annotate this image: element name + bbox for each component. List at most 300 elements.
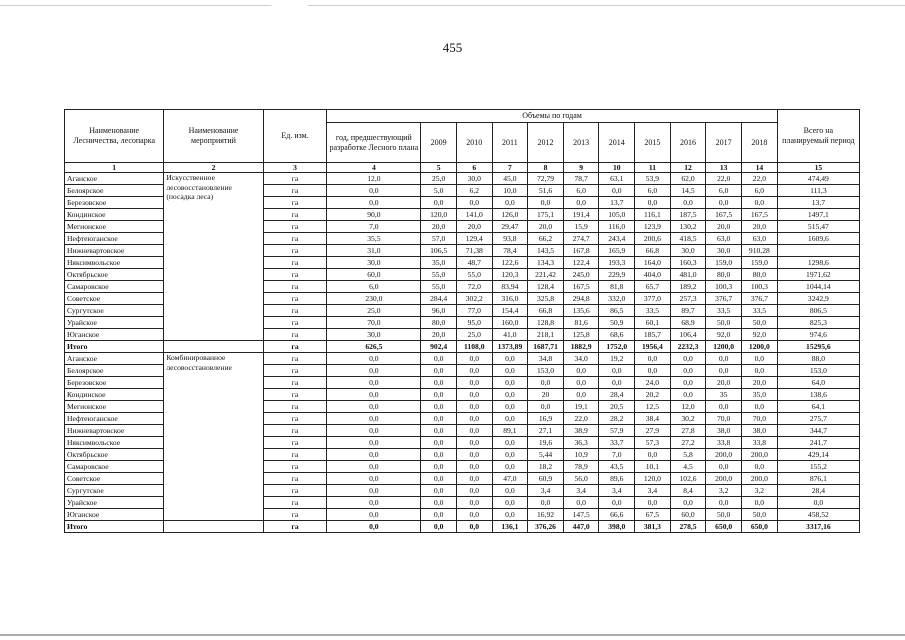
value-cell: 0,0 (421, 365, 457, 377)
value-cell: 48,7 (456, 257, 492, 269)
value-cell: 316,0 (492, 293, 528, 305)
forestry-name-cell: Юганское (65, 509, 164, 521)
total-row (65, 341, 860, 353)
value-cell: 15,9 (563, 221, 599, 233)
value-cell: 0,0 (421, 461, 457, 473)
header-year: 2010 (456, 123, 492, 163)
value-cell: 27,2 (670, 437, 706, 449)
forestry-name-cell: Октябрьское (65, 449, 164, 461)
value-cell: 78,7 (563, 173, 599, 185)
value-cell: 344,7 (777, 425, 859, 437)
value-cell: 0,0 (327, 377, 421, 389)
value-cell: 0,0 (670, 389, 706, 401)
value-cell: 0,0 (327, 509, 421, 521)
value-cell: 88,0 (777, 353, 859, 365)
forestry-name-cell: Сургутское (65, 485, 164, 497)
value-cell: 175,1 (528, 209, 564, 221)
value-cell: 160,0 (492, 317, 528, 329)
value-cell: 0,0 (528, 497, 564, 509)
value-cell: 376,7 (741, 293, 777, 305)
value-cell: 18,2 (528, 461, 564, 473)
value-cell: 0,0 (456, 485, 492, 497)
column-number: 6 (456, 163, 492, 173)
value-cell: 92,0 (706, 329, 742, 341)
value-cell: 0,0 (741, 401, 777, 413)
unit-cell: га (263, 233, 327, 245)
total-value-cell: 447,0 (563, 521, 599, 533)
value-cell: 34,8 (528, 353, 564, 365)
value-cell: 63,1 (599, 173, 635, 185)
total-value-cell: 1882,9 (563, 341, 599, 353)
unit-cell: га (263, 245, 327, 257)
value-cell: 0,0 (599, 365, 635, 377)
value-cell: 33,5 (635, 305, 671, 317)
value-cell: 81,8 (599, 281, 635, 293)
value-cell: 0,0 (528, 377, 564, 389)
forestry-name-cell: Березовское (65, 377, 164, 389)
value-cell: 0,0 (528, 197, 564, 209)
value-cell: 167,5 (741, 209, 777, 221)
value-cell: 20,5 (599, 401, 635, 413)
value-cell: 20,0 (528, 221, 564, 233)
value-cell: 35 (706, 389, 742, 401)
value-cell: 0,0 (635, 497, 671, 509)
total-row (65, 521, 860, 533)
unit-cell: га (263, 509, 327, 521)
value-cell: 25,0 (421, 173, 457, 185)
value-cell: 12,0 (670, 401, 706, 413)
unit-cell: га (263, 497, 327, 509)
value-cell: 20,0 (456, 221, 492, 233)
value-cell: 0,0 (635, 197, 671, 209)
value-cell: 66,8 (528, 305, 564, 317)
value-cell: 200,0 (706, 449, 742, 461)
value-cell: 50,0 (706, 509, 742, 521)
value-cell: 72,0 (456, 281, 492, 293)
value-cell: 0,0 (327, 449, 421, 461)
value-cell: 138,6 (777, 389, 859, 401)
value-cell: 429,14 (777, 449, 859, 461)
value-cell: 50,9 (599, 317, 635, 329)
value-cell: 404,0 (635, 269, 671, 281)
value-cell: 0,0 (327, 485, 421, 497)
value-cell: 294,8 (563, 293, 599, 305)
unit-cell: га (263, 197, 327, 209)
value-cell: 36,3 (563, 437, 599, 449)
value-cell: 141,0 (456, 209, 492, 221)
value-cell: 7,0 (599, 449, 635, 461)
value-cell: 27,8 (670, 425, 706, 437)
value-cell: 60,0 (670, 509, 706, 521)
value-cell: 165,9 (599, 245, 635, 257)
value-cell: 50,0 (741, 509, 777, 521)
unit-cell: га (263, 173, 327, 185)
value-cell: 68,9 (670, 317, 706, 329)
header-year: 2016 (670, 123, 706, 163)
unit-cell: га (263, 353, 327, 365)
value-cell: 31,0 (327, 245, 421, 257)
value-cell: 50,0 (741, 317, 777, 329)
forestry-name-cell: Кондинское (65, 209, 164, 221)
value-cell: 1298,6 (777, 257, 859, 269)
value-cell: 0,0 (456, 509, 492, 521)
value-cell: 274,7 (563, 233, 599, 245)
value-cell: 257,3 (670, 293, 706, 305)
header-year: 2013 (563, 123, 599, 163)
value-cell: 481,0 (670, 269, 706, 281)
value-cell: 80,0 (706, 269, 742, 281)
value-cell: 89,7 (670, 305, 706, 317)
unit-cell: га (263, 389, 327, 401)
value-cell: 0,0 (421, 509, 457, 521)
value-cell: 28,4 (777, 485, 859, 497)
value-cell: 0,0 (706, 353, 742, 365)
forestry-name-cell: Советское (65, 473, 164, 485)
total-value-cell: 381,3 (635, 521, 671, 533)
header-volumes-by-year: Объемы по годам (327, 110, 777, 123)
value-cell: 95,0 (456, 317, 492, 329)
reforestation-volumes-table (64, 109, 860, 533)
value-cell: 200,6 (635, 233, 671, 245)
value-cell: 20,0 (741, 221, 777, 233)
value-cell: 53,9 (635, 173, 671, 185)
value-cell: 57,0 (421, 233, 457, 245)
value-cell: 0,0 (421, 377, 457, 389)
value-cell: 24,0 (635, 377, 671, 389)
value-cell: 47,0 (492, 473, 528, 485)
column-number: 1 (65, 163, 164, 173)
value-cell: 0,0 (327, 353, 421, 365)
value-cell: 38,0 (741, 425, 777, 437)
value-cell: 167,5 (563, 281, 599, 293)
value-cell: 3,4 (563, 485, 599, 497)
value-cell: 70,0 (706, 413, 742, 425)
forestry-name-cell: Сургутское (65, 305, 164, 317)
total-value-cell: 1956,4 (635, 341, 671, 353)
unit-cell: га (263, 425, 327, 437)
value-cell: 66,2 (528, 233, 564, 245)
value-cell: 30,0 (670, 245, 706, 257)
value-cell: 33,8 (706, 437, 742, 449)
value-cell: 38,9 (563, 425, 599, 437)
total-value-cell: 376,26 (528, 521, 564, 533)
unit-cell: га (263, 341, 327, 353)
value-cell: 41,0 (492, 329, 528, 341)
value-cell: 78,9 (563, 461, 599, 473)
unit-cell: га (263, 209, 327, 221)
header-measure: Наименование мероприятий (164, 110, 263, 163)
total-measure-blank (164, 341, 263, 353)
value-cell: 0,0 (421, 401, 457, 413)
value-cell: 0,0 (492, 437, 528, 449)
value-cell: 70,0 (327, 317, 421, 329)
value-cell: 160,3 (670, 257, 706, 269)
value-cell: 0,0 (327, 473, 421, 485)
value-cell: 0,0 (327, 401, 421, 413)
total-label-cell: Итого (65, 521, 164, 533)
value-cell: 0,0 (492, 509, 528, 521)
value-cell: 474,49 (777, 173, 859, 185)
table-row (65, 173, 860, 185)
total-value-cell: 1373,89 (492, 341, 528, 353)
value-cell: 60,1 (635, 317, 671, 329)
value-cell: 19,2 (599, 353, 635, 365)
value-cell: 8,4 (670, 485, 706, 497)
unit-cell: га (263, 365, 327, 377)
value-cell: 0,0 (456, 497, 492, 509)
value-cell: 164,0 (635, 257, 671, 269)
empty-cell (777, 245, 859, 257)
forestry-name-cell: Няксимвольское (65, 257, 164, 269)
unit-cell: га (263, 221, 327, 233)
value-cell: 0,0 (327, 185, 421, 197)
value-cell: 4,5 (670, 461, 706, 473)
value-cell: 16,92 (528, 509, 564, 521)
value-cell: 30,0 (327, 257, 421, 269)
value-cell: 35,0 (421, 257, 457, 269)
value-cell: 0,0 (421, 497, 457, 509)
value-cell: 0,0 (492, 485, 528, 497)
value-cell: 3,4 (635, 485, 671, 497)
value-cell: 63,0 (706, 233, 742, 245)
value-cell: 1609,6 (777, 233, 859, 245)
total-value-cell: 1687,71 (528, 341, 564, 353)
value-cell: 0,0 (599, 497, 635, 509)
value-cell: 6,0 (327, 281, 421, 293)
total-value-cell: 0,0 (421, 521, 457, 533)
value-cell: 0,0 (327, 461, 421, 473)
unit-cell: га (263, 305, 327, 317)
value-cell: 155,2 (777, 461, 859, 473)
value-cell: 30,0 (456, 173, 492, 185)
value-cell: 0,0 (456, 353, 492, 365)
value-cell: 159,0 (741, 257, 777, 269)
value-cell: 35,5 (327, 233, 421, 245)
forestry-name-cell: Нижневартовское (65, 425, 164, 437)
value-cell: 12,5 (635, 401, 671, 413)
value-cell: 28,4 (599, 389, 635, 401)
value-cell: 376,7 (706, 293, 742, 305)
value-cell: 122,4 (563, 257, 599, 269)
value-cell: 200,0 (741, 473, 777, 485)
value-cell: 0,0 (777, 497, 859, 509)
value-cell: 12,0 (327, 173, 421, 185)
value-cell: 418,5 (670, 233, 706, 245)
value-cell: 193,3 (599, 257, 635, 269)
value-cell: 56,0 (563, 473, 599, 485)
value-cell: 230,0 (327, 293, 421, 305)
value-cell: 14,5 (670, 185, 706, 197)
value-cell: 974,6 (777, 329, 859, 341)
value-cell: 0,0 (421, 425, 457, 437)
value-cell: 6,0 (741, 185, 777, 197)
value-cell: 22,0 (741, 173, 777, 185)
value-cell: 55,0 (421, 281, 457, 293)
value-cell: 0,0 (528, 401, 564, 413)
value-cell: 50,0 (706, 317, 742, 329)
total-value-cell: 626,5 (327, 341, 421, 353)
value-cell: 0,0 (492, 401, 528, 413)
value-cell: 3,2 (741, 485, 777, 497)
forest-plan-table-sheet (64, 109, 860, 533)
value-cell: 93,8 (492, 233, 528, 245)
value-cell: 120,3 (492, 269, 528, 281)
value-cell: 458,52 (777, 509, 859, 521)
value-cell: 515,47 (777, 221, 859, 233)
value-cell: 20,0 (421, 329, 457, 341)
value-cell: 0,0 (670, 197, 706, 209)
value-cell: 126,0 (492, 209, 528, 221)
value-cell: 33,7 (599, 437, 635, 449)
value-cell: 27,9 (635, 425, 671, 437)
value-cell: 30,0 (327, 329, 421, 341)
value-cell: 243,4 (599, 233, 635, 245)
total-value-cell: 278,5 (670, 521, 706, 533)
value-cell: 100,3 (741, 281, 777, 293)
value-cell: 92,0 (741, 329, 777, 341)
value-cell: 90,0 (327, 209, 421, 221)
value-cell: 60,0 (327, 269, 421, 281)
value-cell: 130,2 (670, 221, 706, 233)
unit-cell: га (263, 437, 327, 449)
total-value-cell: 1108,0 (456, 341, 492, 353)
value-cell: 0,0 (327, 497, 421, 509)
value-cell: 229,9 (599, 269, 635, 281)
value-cell: 116,0 (599, 221, 635, 233)
value-cell: 191,4 (563, 209, 599, 221)
value-cell: 25,0 (327, 305, 421, 317)
value-cell: 72,79 (528, 173, 564, 185)
value-cell: 10,0 (492, 185, 528, 197)
value-cell: 1971,62 (777, 269, 859, 281)
value-cell: 57,9 (599, 425, 635, 437)
value-cell: 0,0 (421, 389, 457, 401)
unit-cell: га (263, 293, 327, 305)
value-cell: 55,0 (421, 269, 457, 281)
value-cell: 0,0 (456, 389, 492, 401)
value-cell: 0,0 (492, 449, 528, 461)
column-number: 2 (164, 163, 263, 173)
scan-edge-bottom (0, 634, 905, 636)
value-cell: 0,0 (327, 437, 421, 449)
value-cell: 111,3 (777, 185, 859, 197)
value-cell: 10,1 (635, 461, 671, 473)
total-value-cell: 902,4 (421, 341, 457, 353)
unit-cell: га (263, 281, 327, 293)
header-forestry: Наименование Лесничества, лесопарка (65, 110, 164, 163)
value-cell: 128,4 (528, 281, 564, 293)
value-cell: 1497,1 (777, 209, 859, 221)
value-cell: 78,4 (492, 245, 528, 257)
value-cell: 0,0 (741, 353, 777, 365)
value-cell: 27,1 (528, 425, 564, 437)
value-cell: 13,7 (599, 197, 635, 209)
value-cell: 20,0 (421, 221, 457, 233)
value-cell: 187,5 (670, 209, 706, 221)
value-cell: 1044,14 (777, 281, 859, 293)
value-cell: 0,0 (492, 389, 528, 401)
table-row (65, 353, 860, 365)
header-prev-year: год, предшествующий разработке Лесного плана (327, 123, 421, 163)
value-cell: 189,2 (670, 281, 706, 293)
header-year: 2015 (635, 123, 671, 163)
value-cell: 910,28 (741, 245, 777, 257)
value-cell: 0,0 (635, 365, 671, 377)
value-cell: 218,1 (528, 329, 564, 341)
measure-cell: Искусственное лесовосстановление (посадка леса) (164, 173, 263, 341)
forestry-name-cell: Урайское (65, 497, 164, 509)
value-cell: 325,8 (528, 293, 564, 305)
value-cell: 0,0 (456, 437, 492, 449)
value-cell: 6,0 (563, 185, 599, 197)
header-unit: Ед. изм. (263, 110, 327, 163)
value-cell: 100,3 (706, 281, 742, 293)
value-cell: 80,0 (741, 269, 777, 281)
value-cell: 66,8 (635, 245, 671, 257)
value-cell: 0,0 (421, 197, 457, 209)
value-cell: 0,0 (421, 473, 457, 485)
column-number: 15 (777, 163, 859, 173)
value-cell: 43,5 (599, 461, 635, 473)
value-cell: 0,0 (670, 353, 706, 365)
header-year: 2018 (741, 123, 777, 163)
forestry-name-cell: Нефтеюганское (65, 413, 164, 425)
total-value-cell: 398,0 (599, 521, 635, 533)
value-cell: 70,0 (741, 413, 777, 425)
value-cell: 5,8 (670, 449, 706, 461)
value-cell: 0,0 (670, 497, 706, 509)
value-cell: 167,8 (563, 245, 599, 257)
value-cell: 245,0 (563, 269, 599, 281)
value-cell: 30,2 (670, 413, 706, 425)
value-cell: 159,0 (706, 257, 742, 269)
value-cell: 19,6 (528, 437, 564, 449)
value-cell: 51,6 (528, 185, 564, 197)
value-cell: 0,0 (456, 473, 492, 485)
unit-cell: га (263, 269, 327, 281)
value-cell: 55,0 (456, 269, 492, 281)
value-cell: 275,7 (777, 413, 859, 425)
value-cell: 34,0 (563, 353, 599, 365)
value-cell: 3,4 (599, 485, 635, 497)
value-cell: 0,0 (635, 353, 671, 365)
value-cell: 0,0 (563, 389, 599, 401)
value-cell: 64,0 (777, 377, 859, 389)
value-cell: 0,0 (456, 413, 492, 425)
total-value-cell: 0,0 (456, 521, 492, 533)
forestry-name-cell: Аганское (65, 353, 164, 365)
value-cell: 0,0 (492, 413, 528, 425)
value-cell: 135,6 (563, 305, 599, 317)
column-number: 14 (741, 163, 777, 173)
column-number: 12 (670, 163, 706, 173)
value-cell: 825,3 (777, 317, 859, 329)
forestry-name-cell: Самаровское (65, 461, 164, 473)
header-year: 2011 (492, 123, 528, 163)
value-cell: 120,0 (421, 209, 457, 221)
column-number: 10 (599, 163, 635, 173)
forestry-name-cell: Аганское (65, 173, 164, 185)
value-cell: 0,0 (492, 197, 528, 209)
value-cell: 143,5 (528, 245, 564, 257)
value-cell: 67,5 (635, 509, 671, 521)
value-cell: 154,4 (492, 305, 528, 317)
value-cell: 3,2 (706, 485, 742, 497)
value-cell: 29,47 (492, 221, 528, 233)
unit-cell: га (263, 377, 327, 389)
value-cell: 20,0 (741, 377, 777, 389)
value-cell: 22,0 (563, 413, 599, 425)
